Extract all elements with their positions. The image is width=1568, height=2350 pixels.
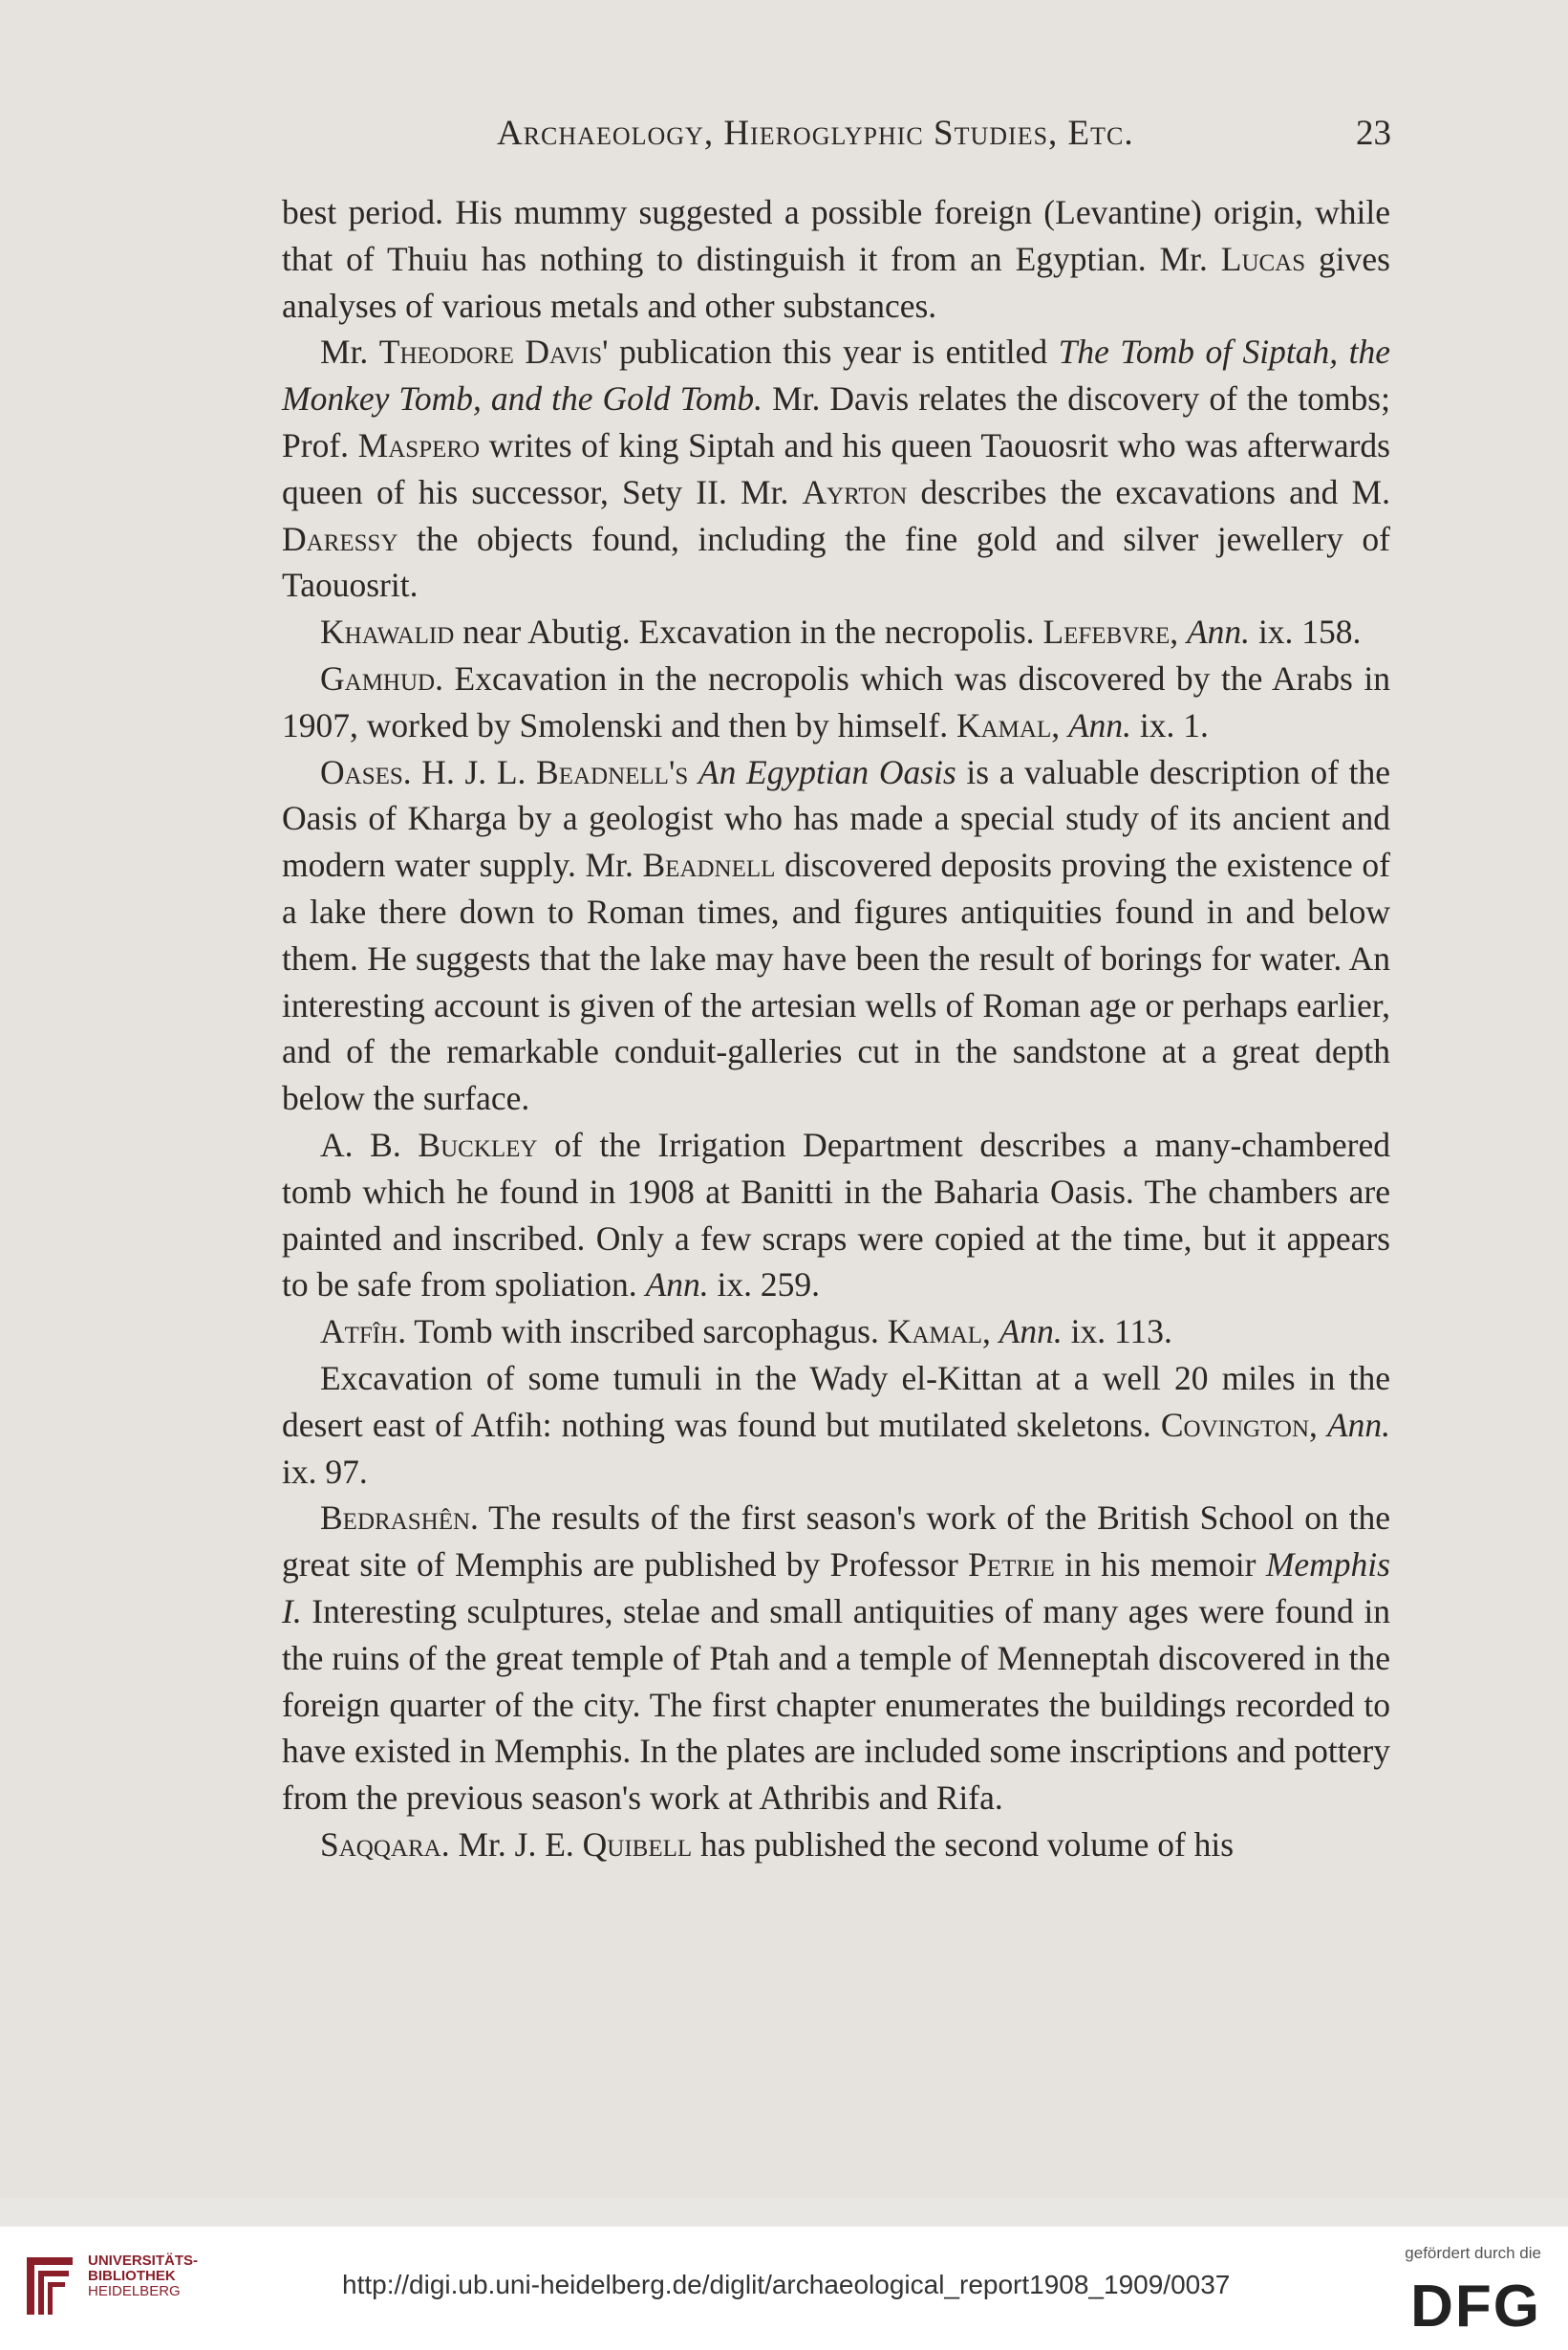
small-caps-name: Atfîh: [320, 1312, 398, 1351]
small-caps-name: Beadnell's: [536, 752, 689, 791]
library-name: [88, 2253, 198, 2299]
small-caps-name: Kamal: [956, 705, 1052, 744]
paragraph: [282, 1355, 1390, 1495]
small-caps-name: Quibell: [582, 1824, 693, 1864]
paragraph: [282, 1122, 1390, 1308]
small-caps-name: Ayrton: [802, 472, 908, 511]
text-run: near Abutig. Excavation in the necropolis.: [454, 613, 1043, 652]
text-run: gives analyses of various metals and other substances.: [282, 239, 1390, 325]
text-run: A. B.: [320, 1125, 419, 1164]
text-run: Mr.: [320, 333, 379, 372]
text-run: ix. 158.: [1250, 613, 1362, 652]
italic-title: Memphis I.: [282, 1545, 1390, 1630]
text-run: . Mr. J. E.: [440, 1824, 583, 1864]
text-run: in his memoir: [1054, 1545, 1266, 1585]
small-caps-name: Petrie: [968, 1545, 1055, 1585]
text-run: ,: [981, 1312, 999, 1351]
viewer-footer: [0, 2227, 1568, 2350]
library-line: BIBLIOTHEK: [88, 2268, 176, 2284]
text-run: of the Irrigation Department describes a many-chambered tomb which he found in 1908 at Banitti in the Baharia Oasis. The chambers are painted and inscribed. Only a few scraps were copied at the time, but it appears to be safe from spoliation.: [282, 1125, 1390, 1304]
paragraph: [282, 609, 1390, 656]
small-caps-name: Bedrashên: [320, 1498, 471, 1538]
small-caps-name: Theodore Davis': [378, 333, 609, 372]
funder-caption: gefördert durch die: [1405, 2244, 1541, 2262]
paragraph: [282, 1822, 1390, 1868]
small-caps-name: Kamal: [887, 1312, 982, 1351]
small-caps-name: Covington: [1160, 1405, 1310, 1444]
small-caps-name: Saqqara: [320, 1824, 441, 1864]
small-caps-name: Maspero: [357, 425, 481, 464]
text-run: has published the second volume of his: [692, 1824, 1235, 1864]
body-text: [282, 189, 1390, 1868]
paragraph: [282, 1308, 1390, 1355]
text-run: Interesting sculptures, stelae and small antiquities of many ages were found in the ruins of the great temple of Ptah and a temple of Menneptah discovered in the foreign quarter of the city. The first chapter enumerates the buildings recorded to have existed in Memphis. In the plates are included some inscriptions and pottery from the previous season's work at Athribis and Rifa.: [282, 1591, 1390, 1818]
small-caps-name: Beadnell: [642, 846, 776, 885]
paragraph: [282, 329, 1390, 609]
small-caps-name: Daressy: [282, 519, 398, 558]
small-caps-name: Khawalid: [320, 613, 455, 652]
small-caps-name: Lefebvre: [1042, 613, 1171, 652]
paragraph: [282, 189, 1390, 329]
italic-title: Ann.: [1067, 705, 1132, 744]
text-run: ix. 113.: [1062, 1312, 1172, 1351]
text-run: the objects found, including the fine gold and silver jewellery of Taouosrit.: [282, 519, 1390, 605]
page-header: [0, 113, 1568, 170]
text-run: discovered deposits proving the existence of a lake there down to Roman times, and figures antiquities found in and below them. He suggests that the lake may have been the result of borings for water. An interesting account is given of the artesian wells of Roman age or perhaps earlier, and of the remarkable conduit-galleries cut in the sandstone at a great depth below the surface.: [282, 846, 1391, 1118]
italic-title: Ann.: [999, 1312, 1063, 1351]
paragraph: [282, 1495, 1390, 1822]
paragraph: [282, 749, 1390, 1122]
text-run: publication this year is entitled: [608, 333, 1059, 372]
text-run: ,: [1309, 1405, 1327, 1444]
small-caps-name: Lucas: [1220, 239, 1306, 278]
dfg-logo: DFG: [1410, 2274, 1541, 2339]
page-number: 23: [1356, 114, 1391, 153]
italic-title: Ann.: [1187, 613, 1251, 652]
paragraph: [282, 656, 1390, 749]
text-run: . Excavation in the necropolis which was discovered by the Arabs in 1907, worked by Smolenski and then by himself.: [282, 658, 1390, 744]
text-run: is a valuable description of the Oasis of Kharga by a geologist who has made a special study of its ancient and modern water supply. Mr.: [282, 752, 1390, 885]
italic-title: An Egyptian Oasis: [698, 752, 956, 791]
text-run: describes the excavations and M.: [907, 472, 1390, 511]
library-line: UNIVERSITÄTS-: [88, 2253, 199, 2269]
text-run: ix. 1.: [1131, 705, 1209, 744]
text-run: ,: [1051, 705, 1068, 744]
text-run: ix. 97.: [282, 1452, 368, 1491]
text-run: Mr. Davis relates the discovery of the tombs; Prof.: [282, 379, 1390, 464]
italic-title: The Tomb of Siptah, the Monkey Tomb, and the Gold Tomb.: [282, 333, 1390, 419]
text-run: ix. 259.: [708, 1265, 820, 1304]
small-caps-name: Oases: [320, 752, 403, 791]
library-line: HEIDELBERG: [88, 2283, 181, 2299]
italic-title: Ann.: [645, 1265, 709, 1304]
text-run: best period. His mummy suggested a possible foreign (Levantine) origin, while that of Thuiu has nothing to distinguish it from an Egyptian. Mr.: [282, 193, 1390, 278]
library-logo-icon: [19, 2248, 80, 2324]
running-title: Archaeology, Hieroglyphic Studies, Etc.: [497, 114, 1134, 153]
text-run: . H. J. L.: [402, 752, 537, 791]
small-caps-name: Gamhud: [320, 658, 436, 698]
text-run: . The results of the first season's work of the British School on the great site of Memphis are published by Professor: [282, 1498, 1390, 1585]
permalink-url[interactable]: http://digi.ub.uni-heidelberg.de/diglit/archaeological_report1908_1909/0037: [342, 2270, 1231, 2299]
text-run: [688, 753, 698, 791]
italic-title: Ann.: [1326, 1405, 1391, 1444]
text-run: . Tomb with inscribed sarcophagus.: [397, 1312, 888, 1351]
text-run: Excavation of some tumuli in the Wady el-Kittan at a well 20 miles in the desert east of Atfih: nothing was found but mutilated skeletons.: [282, 1358, 1390, 1444]
text-run: writes of king Siptah and his queen Taouosrit who was afterwards queen of his successor, Sety II. Mr.: [282, 425, 1390, 511]
text-run: ,: [1170, 613, 1187, 652]
small-caps-name: Buckley: [418, 1125, 538, 1164]
